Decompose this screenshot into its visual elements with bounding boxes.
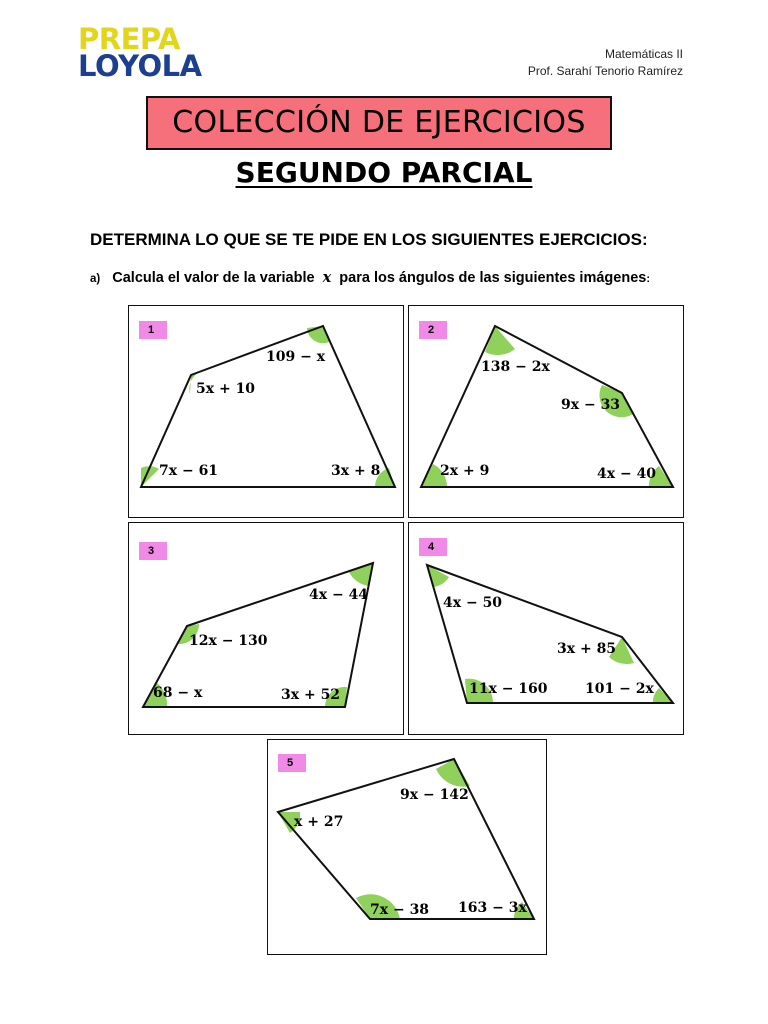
figure-number-badge-2: 2	[419, 321, 447, 339]
angle-label: 3x + 8	[331, 463, 381, 479]
header-info	[528, 46, 683, 80]
instructions: DETERMINA LO QUE SE TE PIDE EN LOS SIGUIENTES EJERCICIOS:	[90, 230, 648, 249]
figure-number-badge-3: 3	[139, 542, 167, 560]
angle-label: 68 − x	[153, 685, 203, 701]
question-variable: x	[322, 269, 332, 286]
angle-label: 11x − 160	[469, 681, 548, 697]
quadrilateral-4	[409, 523, 685, 736]
angle-label: 101 − 2x	[585, 681, 654, 697]
angle-label: 3x + 52	[281, 687, 341, 703]
angle-label: 12x − 130	[189, 633, 268, 649]
angle-label: 9x − 142	[400, 787, 469, 803]
prepa-loyola-logo	[78, 22, 203, 83]
figure-panel-2	[408, 305, 684, 518]
angle-label: 109 − x	[266, 349, 326, 365]
angle-label: 9x − 33	[561, 397, 621, 413]
angle-label: x + 27	[294, 814, 344, 830]
figure-number-badge-5: 5	[278, 754, 306, 772]
subtitle-text: SEGUNDO PARCIAL	[235, 156, 533, 189]
question-colon: :	[646, 273, 650, 285]
angle-label: 7x − 61	[159, 463, 219, 479]
logo-line-prepa: PREPA	[78, 22, 180, 56]
logo-line-loyola: LOYOLA	[78, 49, 202, 83]
quadrilateral-2	[409, 306, 685, 519]
question-label: a)	[90, 273, 101, 285]
angle-label: 163 − 3x	[458, 900, 527, 916]
question-a	[90, 268, 650, 289]
figure-panel-1	[128, 305, 404, 518]
figure-number-badge-4: 4	[419, 538, 447, 556]
angle-label: 4x − 44	[309, 587, 369, 603]
figure-panel-3	[128, 522, 404, 735]
angle-label: 3x + 85	[557, 641, 617, 657]
question-text-before: Calcula el valor de la variable	[112, 270, 315, 286]
figure-panel-4	[408, 522, 684, 735]
angle-label: 7x − 38	[370, 902, 430, 918]
angle-label: 4x − 40	[597, 466, 657, 482]
subject-name: Matemáticas II	[604, 47, 683, 61]
figure-panel-5	[267, 739, 547, 955]
question-text-after: para los ángulos de las siguientes imágenes	[339, 270, 647, 286]
page-subtitle	[0, 156, 768, 190]
figure-number-badge-1: 1	[139, 321, 167, 339]
angle-label: 2x + 9	[440, 463, 490, 479]
angle-label: 5x + 10	[196, 381, 256, 397]
page-title: COLECCIÓN DE EJERCICIOS	[146, 96, 612, 150]
quadrilateral-3	[129, 523, 405, 736]
quadrilateral-5	[268, 740, 548, 956]
quadrilateral-1	[129, 306, 405, 519]
angle-label: 4x − 50	[443, 595, 503, 611]
teacher-name: Prof. Sarahí Tenorio Ramírez	[527, 64, 683, 78]
angle-label: 138 − 2x	[481, 359, 550, 375]
